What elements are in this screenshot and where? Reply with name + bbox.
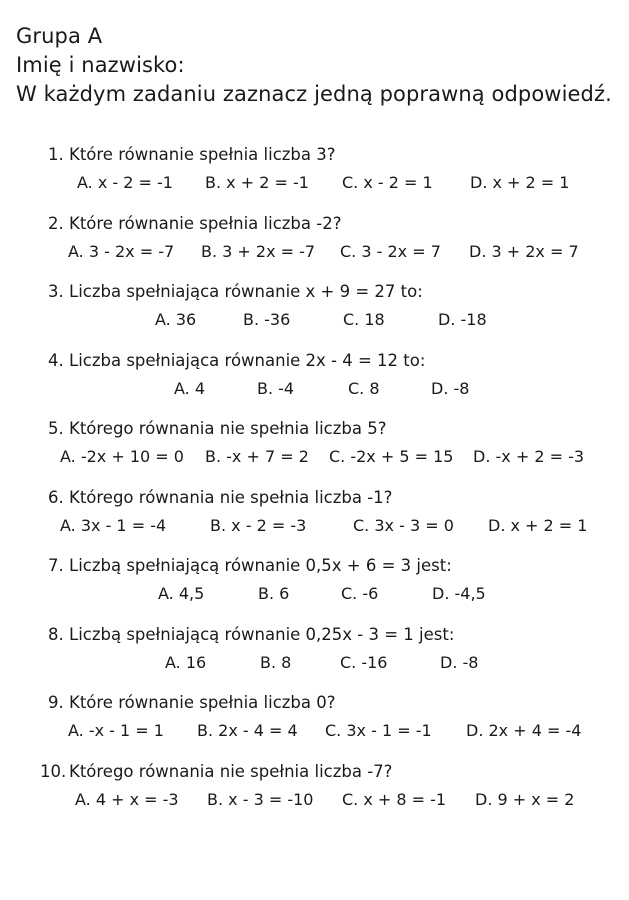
task-number: 5.	[48, 419, 64, 438]
task-question	[48, 418, 386, 440]
answer-a[interactable]: A. x - 2 = -1	[77, 173, 173, 192]
answer-b[interactable]: B. -x + 7 = 2	[205, 447, 309, 466]
answer-c[interactable]: C. 3x - 3 = 0	[353, 515, 454, 535]
answer-a[interactable]: A. 4 + x = -3	[75, 789, 179, 809]
answer-a[interactable]: A. 4	[174, 378, 206, 398]
task-question-text: Które równanie spełnia liczba 3?	[69, 145, 336, 164]
answer-b[interactable]: B. 2x - 4 = 4	[197, 721, 298, 740]
task-number: 9.	[48, 693, 64, 712]
task-8	[0, 624, 629, 693]
task-question	[48, 487, 392, 509]
task-question-text: Liczba spełniająca równanie x + 9 = 27 to:	[69, 282, 423, 301]
worksheet-header	[16, 22, 612, 109]
task-number: 4.	[48, 350, 64, 370]
task-number: 3.	[48, 282, 64, 301]
answer-a[interactable]: A. 3x - 1 = -4	[60, 515, 167, 535]
task-number: 10.	[40, 761, 67, 781]
answer-a[interactable]: A. 4,5	[158, 584, 205, 603]
answer-c[interactable]: C. 3 - 2x = 7	[340, 241, 441, 261]
task-question-text: Którego równania nie spełnia liczba -1?	[69, 487, 393, 507]
task-question	[48, 624, 454, 646]
task-question-text: Którego równania nie spełnia liczba -7?	[69, 761, 393, 781]
task-question	[48, 213, 341, 235]
answer-d[interactable]: D. -8	[440, 652, 479, 672]
answer-d[interactable]: D. x + 2 = 1	[488, 515, 588, 535]
answer-b[interactable]: B. x + 2 = -1	[205, 173, 309, 192]
answer-c[interactable]: C. x - 2 = 1	[342, 173, 433, 192]
answer-d[interactable]: D. 9 + x = 2	[475, 789, 575, 809]
answer-c[interactable]: C. -6	[341, 584, 379, 603]
task-question-text: Liczbą spełniającą równanie 0,5x + 6 = 3 jest:	[69, 556, 452, 575]
answer-b[interactable]: B. 6	[258, 584, 290, 603]
task-5	[0, 418, 629, 487]
answer-d[interactable]: D. -8	[431, 378, 470, 398]
answer-c[interactable]: C. 3x - 1 = -1	[325, 721, 432, 740]
answer-b[interactable]: B. x - 2 = -3	[210, 515, 307, 535]
task-question	[40, 761, 392, 783]
name-label: Imię i nazwisko:	[16, 53, 185, 77]
answer-b[interactable]: B. 8	[260, 652, 292, 672]
task-7	[0, 555, 629, 624]
task-question	[48, 692, 336, 714]
task-number: 8.	[48, 624, 64, 644]
task-question	[48, 350, 425, 372]
answer-c[interactable]: C. 8	[348, 378, 380, 398]
instruction: W każdym zadaniu zaznacz jedną poprawną odpowiedź.	[16, 82, 612, 106]
answer-d[interactable]: D. -x + 2 = -3	[473, 447, 585, 466]
task-question-text: Którego równania nie spełnia liczba 5?	[69, 419, 387, 438]
task-number: 1.	[48, 145, 64, 164]
task-number: 6.	[48, 487, 64, 507]
group-label: Grupa A	[16, 24, 103, 48]
task-number: 7.	[48, 556, 64, 575]
answer-b[interactable]: B. x - 3 = -10	[207, 789, 314, 809]
answer-d[interactable]: D. x + 2 = 1	[470, 173, 570, 192]
answer-d[interactable]: D. 3 + 2x = 7	[469, 241, 579, 261]
task-2	[0, 213, 629, 282]
task-6	[0, 487, 629, 556]
task-question	[48, 144, 336, 166]
task-1	[0, 144, 629, 213]
answer-b[interactable]: B. -36	[243, 310, 291, 329]
task-3	[0, 281, 629, 350]
answer-b[interactable]: B. 3 + 2x = -7	[201, 241, 316, 261]
answer-a[interactable]: A. 36	[155, 310, 197, 329]
task-question-text: Które równanie spełnia liczba 0?	[69, 693, 336, 712]
task-10	[0, 761, 629, 830]
answer-d[interactable]: D. 2x + 4 = -4	[466, 721, 582, 740]
answer-d[interactable]: D. -18	[438, 310, 487, 329]
task-question	[48, 555, 452, 577]
answer-a[interactable]: A. 3 - 2x = -7	[68, 241, 175, 261]
answer-d[interactable]: D. -4,5	[432, 584, 486, 603]
task-4	[0, 350, 629, 419]
answer-b[interactable]: B. -4	[257, 378, 295, 398]
task-number: 2.	[48, 213, 64, 233]
answer-a[interactable]: A. -x - 1 = 1	[68, 721, 164, 740]
task-question-text: Które równanie spełnia liczba -2?	[69, 213, 342, 233]
answer-a[interactable]: A. -2x + 10 = 0	[60, 447, 184, 466]
task-list	[0, 144, 629, 829]
task-question-text: Liczba spełniająca równanie 2x - 4 = 12 to:	[69, 350, 426, 370]
answer-c[interactable]: C. 18	[343, 310, 385, 329]
task-question-text: Liczbą spełniającą równanie 0,25x - 3 = 1 jest:	[69, 624, 455, 644]
task-question	[48, 281, 423, 303]
answer-a[interactable]: A. 16	[165, 652, 207, 672]
answer-c[interactable]: C. -2x + 5 = 15	[329, 447, 454, 466]
answer-c[interactable]: C. x + 8 = -1	[342, 789, 447, 809]
answer-c[interactable]: C. -16	[340, 652, 388, 672]
task-9	[0, 692, 629, 761]
